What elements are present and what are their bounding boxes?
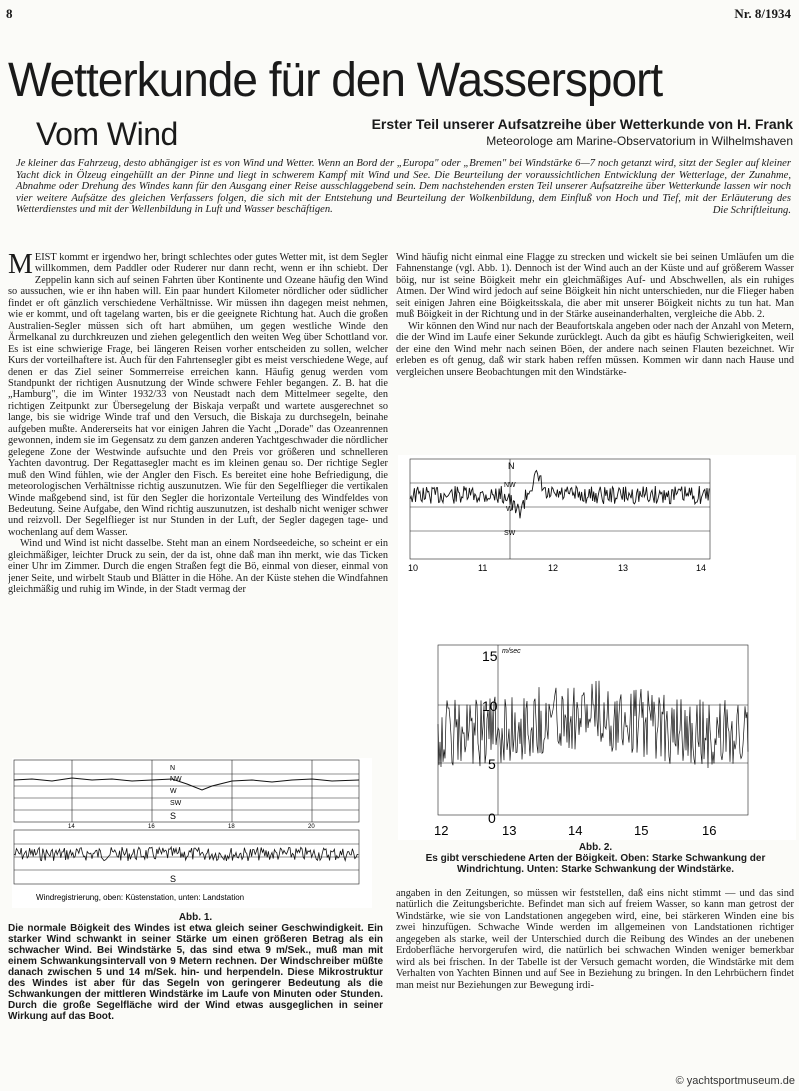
figure-1-caption-text: Die normale Böigkeit des Windes ist etwa gleich seiner Geschwindigkeit. Ein starker Wind schwankt in seiner Stärke um einen größeren Betrag als ein schwacher Wind. Bei Windstärke 5, das sind etwa 9 m/Sek., muß man mit einem Schwankungsintervall von 9 Metern rechnen. Der Windschreiber müßte danach zwischen 5 und 14 m/Sek. hin- und herpendeln. Diese Mikrostruktur des Windes ist aber für das Segeln von geringerer Bedeutung als die Schwankungen der mittleren Windstärke im Laufe von Minuten oder Stunden. Durch die große Segelfläche wird der Wind etwas ausgeglichen in seiner Wirkung auf das Boot. — [8, 923, 383, 1022]
fig2-speed-label: 15 — [482, 648, 498, 664]
paragraph: Wind häufig nicht einmal eine Flagge zu strecken und wickelt sie bei seinen Umläufen um die Fahnenstange (vgl. Abb. 1). Dennoch ist der Wind auch an der Küste und auf größerem Wasser böig, nur ist seine Böigkeit mehr ein gleichmäßiges Auf- und Abschwellen, als ein ruhiges Atmen. Der Wind wird jedoch auf seine Böigkeit hin nicht unterschieden, nur die Flieger haben seit einigen Jahren eine Böigkeitsskala, die aber mit unserer Böigkeit nichts zu tun hat. Man muß Böigkeit in der Richtung und in der Stärke auseinanderhalten, vergleiche die Abb. 2. — [396, 252, 794, 321]
fig1-time-label: 16 — [148, 824, 155, 830]
paragraph: MEIST kommt er irgendwo her, bringt schlechtes oder gutes Wetter mit, ist dem Segler willkommen, dem Paddler oder Ruderer nur dann recht, wenn er ihn schiebt. Der Zeppelin kann sich auf seinen Fahrten über Kontinente und Ozeane häufig den Wind so aussuchen, wie er ihn haben will. Ein paar hundert Kilometer nördlicher oder südlicher findet er oft gänzlich verschiedene Verhältnisse. Wir müssen ihn dagegen meist nehmen, wie er kommt, und oft tagelang warten, bis er die geeignete Richtung hat. Auch die großen Australien-Segler müssen sich oft hart abmühen, um gegen westliche Winde den Ärmelkanal zu durchkreuzen und ziehen gelegentlich den weiten Weg über Schottland vor. Es ist eine schwierige Frage, bei längeren Reisen vorher entscheiden zu sollen, welcher Kurs der vorteilhaftere ist. Auch für den Fahrtensegler gibt es meist verschiedene Wege, auf denen er das Ziel seiner Sommerreise erreichen kann. Häufig genug werden vom Standpunkt der richtigen Ausnutzung der Winde schwere Fehler begangen. Z. B. hat die „Hamburg", die im Winter 1932/33 von Neustadt nach dem Mittelmeer segelte, den richtigen Zeitpunkt zur Übersegelung der Biskaja verpaßt und wartete ausgerechnet so lange, bis sie widrige Winde traf und den Versuch, die Biskaja zu durchsegeln, beinahe aufgeben mußte. Andererseits hat vor einigen Jahren die Yacht „Dorade" das Ozeanrennen gewonnen, indem sie im Gegensatz zu dem ganzen anderen Yachtgeschwader die nördlicher gelegene Zone der Westwinde aufsuchte und den Preis vor größeren und schnelleren Yachten davontrug. Der Regattasegler macht es im kleinen genau so. Der richtige Segler muß den Wind fühlen, wie der Angler den Fisch. Es bereitet eine hohe Befriedigung, die meteorologischen Verhältnisse richtig auszunutzen. Wie für den Segelflieger die vertikalen Winde maßgebend sind, ist für den Segler die horizontale Verteilung des Windfeldes von Bedeutung. Seine Aufgabe, den Wind richtig auszunutzen, ist deshalb nicht weniger schwer und reizvoll. Der Segelflieger ist nur Stunden in der Luft, der Segler dagegen tage- und wochenlang auf dem Wasser. — [8, 252, 388, 538]
fig2-top-time: 12 — [548, 563, 559, 573]
article-title: Wetterkunde für den Wassersport — [8, 51, 663, 107]
fig2-top-time: 13 — [618, 563, 629, 573]
figure-2-chart — [398, 455, 796, 840]
fig1-time-label: 20 — [308, 824, 315, 830]
fig1-time-label: 18 — [228, 824, 235, 830]
fig2-dir-label: W — [506, 506, 513, 513]
fig2-top-time: 11 — [478, 563, 488, 573]
fig1-dir-label: SW — [170, 800, 182, 807]
fig2-speed-label: 10 — [482, 698, 498, 714]
series-line: Erster Teil unserer Aufsatzreihe über Wetterkunde von H. Frank — [371, 116, 793, 132]
fig2-dir-label: N — [508, 461, 515, 471]
column-right-text-bottom — [396, 888, 794, 1078]
intro-signature: Die Schriftleitung. — [712, 204, 791, 216]
fig2-bottom-time: 12 — [434, 823, 449, 838]
fig1-dir-label: N — [170, 765, 176, 772]
fig2-bottom-time: 13 — [502, 823, 517, 838]
paragraph: Wind und Wind ist nicht dasselbe. Steht man an einem Nordseedeiche, so scheint er ein gleichmäßiger, leichter Druck zu sein, der da ist, ohne daß man ihn merkt, wie das Ticken einer Uhr im Zimmer. Durch die engen Straßen fegt die Bö, einmal von dieser, einmal von jener Seite, und wirbelt Staub und Blätter in die Höhe. An der Küste stehen die Windfahnen gleichmäßig und ruhig im Winde, in der Stadt vermag der — [8, 538, 388, 596]
issue-number: Nr. 8/1934 — [734, 6, 791, 21]
figure-2-caption — [398, 842, 793, 875]
figure-1-caption-title: Abb. 1. — [178, 912, 213, 923]
figure-1-chart — [12, 758, 372, 908]
fig2-top-time: 10 — [408, 563, 419, 573]
figure-2-caption-text: Es gibt verschiedene Arten der Böigkeit. Oben: Starke Schwankung der Windrichtung. Unten: Starke Schwankung der Windstärke. — [425, 853, 766, 875]
fig1-lower-label: S — [170, 874, 177, 884]
fig1-time-label: 14 — [68, 824, 75, 830]
fig2-unit-label: m/sec — [502, 648, 521, 655]
paragraph: angaben in den Zeitungen, so müssen wir feststellen, daß eins nicht stimmt — und das sind natürlich die Zeitungsberichte. Befindet man sich auf freiem Wasser, so kann man getrost der Windstärke, wie sie von Landstationen angegeben wird, eine, bei stärkeren Winden eine bis zwei hinzufügen. Schwache Winde werden im allgemeinen von Landstationen richtiger angegeben als starke, weil der Unterschied durch die Reibung des Windes an der unebenen Erdoberfläche hervorgerufen wird, die natürlich bei schwachen Winden weniger bemerkbar wird als bei frischen. In der Tabelle ist der Versuch gemacht worden, die Windstärke mit dem Verhalten von Yachten Binnen und auf See in Beziehung zu bringen. In den Lehrbüchern findet man meist nur Beziehungen zur Bewegung irdi- — [396, 888, 794, 991]
fig1-legend: Windregistrierung, oben: Küstenstation, unten: Landstation — [36, 893, 245, 902]
fig2-bottom-time: 14 — [568, 823, 583, 838]
fig1-dir-label: NW — [170, 776, 182, 783]
page-number: 8 — [6, 6, 13, 21]
editorial-intro — [16, 158, 791, 216]
fig2-dir-label: NW — [504, 482, 516, 489]
author-line: Meteorologe am Marine-Observatorium in Wilhelmshaven — [486, 134, 793, 148]
figure-2-caption-title: Abb. 2. — [578, 842, 613, 853]
fig2-speed-label: 0 — [488, 810, 496, 826]
paragraph: Wir können den Wind nur nach der Beaufortskala angeben oder nach der Anzahl von Metern, die der Wind im Laufe einer Sekunde zurücklegt. Auch da gibt es häufig Schwierigkeiten, weil der eine den Wind mehr nach seinen Böen, der andere nach seinen Flauten bezeichnet. Wir erleben es oft genug, daß wir stark haben reffen müssen. Kommen wir dann nach Hause und vergleichen unsere Beobachtungen mit den Windstärke- — [396, 320, 794, 378]
fig2-dir-label: SW — [504, 530, 516, 537]
fig1-dir-label: S — [170, 811, 177, 821]
copyright-credit: © yachtsportmuseum.de — [675, 1075, 795, 1087]
fig2-bottom-time: 15 — [634, 823, 649, 838]
intro-text: Je kleiner das Fahrzeug, desto abhängiger ist es von Wind und Wetter. Wenn an Bord der „Europa" oder „Bremen" bei Windstärke 6—7 noch getanzt wird, sitzt der Segler auf kleiner Yacht dick in Ölzeug eingehüllt an der Pinne und liegt in schwerem Kampf mit Wind und See. Die Beurteilung der voraussichtlichen Entwicklung der Wetterlage, der Zunahme, Abnahme oder Drehung des Windes kann für den Ausgang einer Reise ausschlaggebend sein. Dem nachstehenden ersten Teil unserer Aufsatzreihe über Wetterkunde lassen wir noch vier weitere Aufsätze des gleichen Verfassers folgen, die sich mit der Entstehung und Beurteilung der Wolkenbildung, dem Einfluß von Hoch und Tief, mit der Erläuterung des Wetterdienstes und mit der Wellenbildung in Luft und Wasser beschäftigen. — [16, 158, 791, 215]
column-left-text — [8, 252, 388, 757]
article-subtitle: Vom Wind — [36, 116, 178, 152]
fig2-bottom-time: 16 — [702, 823, 717, 838]
column-right-text-top — [396, 252, 794, 452]
fig2-top-time: 14 — [696, 563, 707, 573]
fig1-dir-label: W — [170, 788, 177, 795]
fig2-speed-label: 5 — [488, 756, 496, 772]
figure-1-caption — [8, 912, 383, 1022]
drop-cap: M — [8, 252, 33, 280]
